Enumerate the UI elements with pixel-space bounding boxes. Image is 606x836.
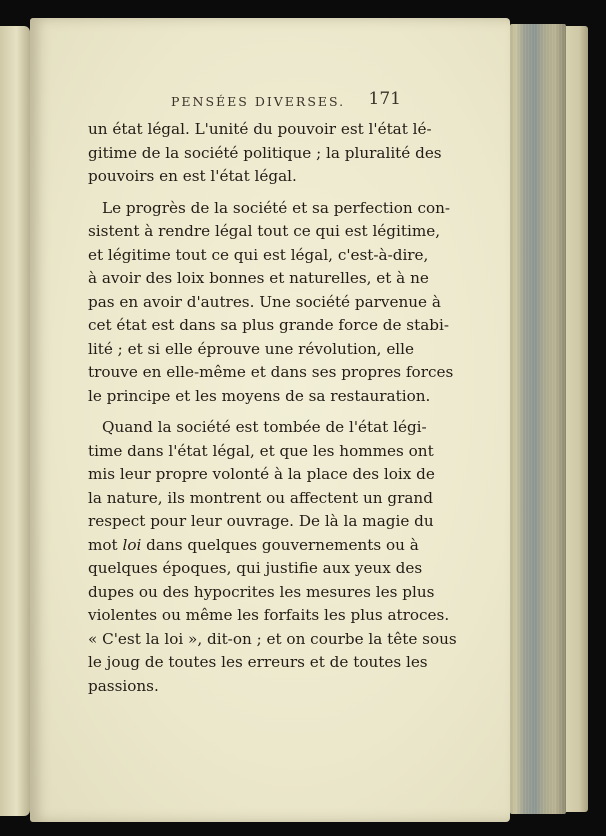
text-line: pouvoirs en est l'état légal. [88,167,297,185]
text-line: Quand la société est tombée de l'état légi- [102,418,427,436]
text-line: à avoir des loix bonnes et naturelles, et à ne [88,269,429,287]
italic-word: loi [122,535,142,554]
text-line: gitime de la société politique ; la pluralité des [88,143,442,162]
text-line: trouve en elle-même et dans ses propres forces [88,363,454,381]
text-line: la nature, ils montrent ou affectent un grand [88,488,433,507]
text-fragment: dans quelques gouvernements ou à [141,535,419,554]
running-title: PENSÉES DIVERSES. [171,94,346,109]
page-header [171,89,401,114]
text-line-with-italic [88,534,419,558]
text-line: dupes ou des hypocrites les mesures les plus [88,582,435,601]
text-line: lité ; et si elle éprouve une révolution, elle [88,339,415,358]
text-line: passions. [88,676,159,695]
text-line: pas en avoir d'autres. Une société parvenue à [88,292,441,311]
text-line: mis leur propre volonté à la place des loix de [88,465,435,483]
text-line: et légitime tout ce qui est légal, c'est-à-dire, [88,245,429,264]
page-number: 171 [368,89,401,109]
text-line: violentes ou même les forfaits les plus atroces. [88,606,450,624]
text-line: respect pour leur ouvrage. De là la magie du [88,512,434,530]
text-line: sistent à rendre légal tout ce qui est légitime, [88,222,441,240]
text-line: un état légal. L'unité du pouvoir est l'état lé- [88,120,432,138]
text-fragment: mot [88,535,123,554]
facing-page-edge [0,26,30,816]
body-text [88,118,457,698]
text-line: time dans l'état légal, et que les hommes ont [88,441,434,460]
text-line: le principe et les moyens de sa restauration. [88,386,431,405]
text-line: quelques époques, qui justifie aux yeux des [88,559,423,577]
page-fore-edge [510,24,566,814]
text-line: Le progrès de la société et sa perfection con- [102,198,451,217]
text-line: cet état est dans sa plus grande force de stabi- [88,316,449,334]
text-line: le joug de toutes les erreurs et de toutes les [88,653,428,671]
text-line: « C'est la loi », dit-on ; et on courbe la tête sous [88,629,457,648]
book-cover-board [566,26,588,812]
